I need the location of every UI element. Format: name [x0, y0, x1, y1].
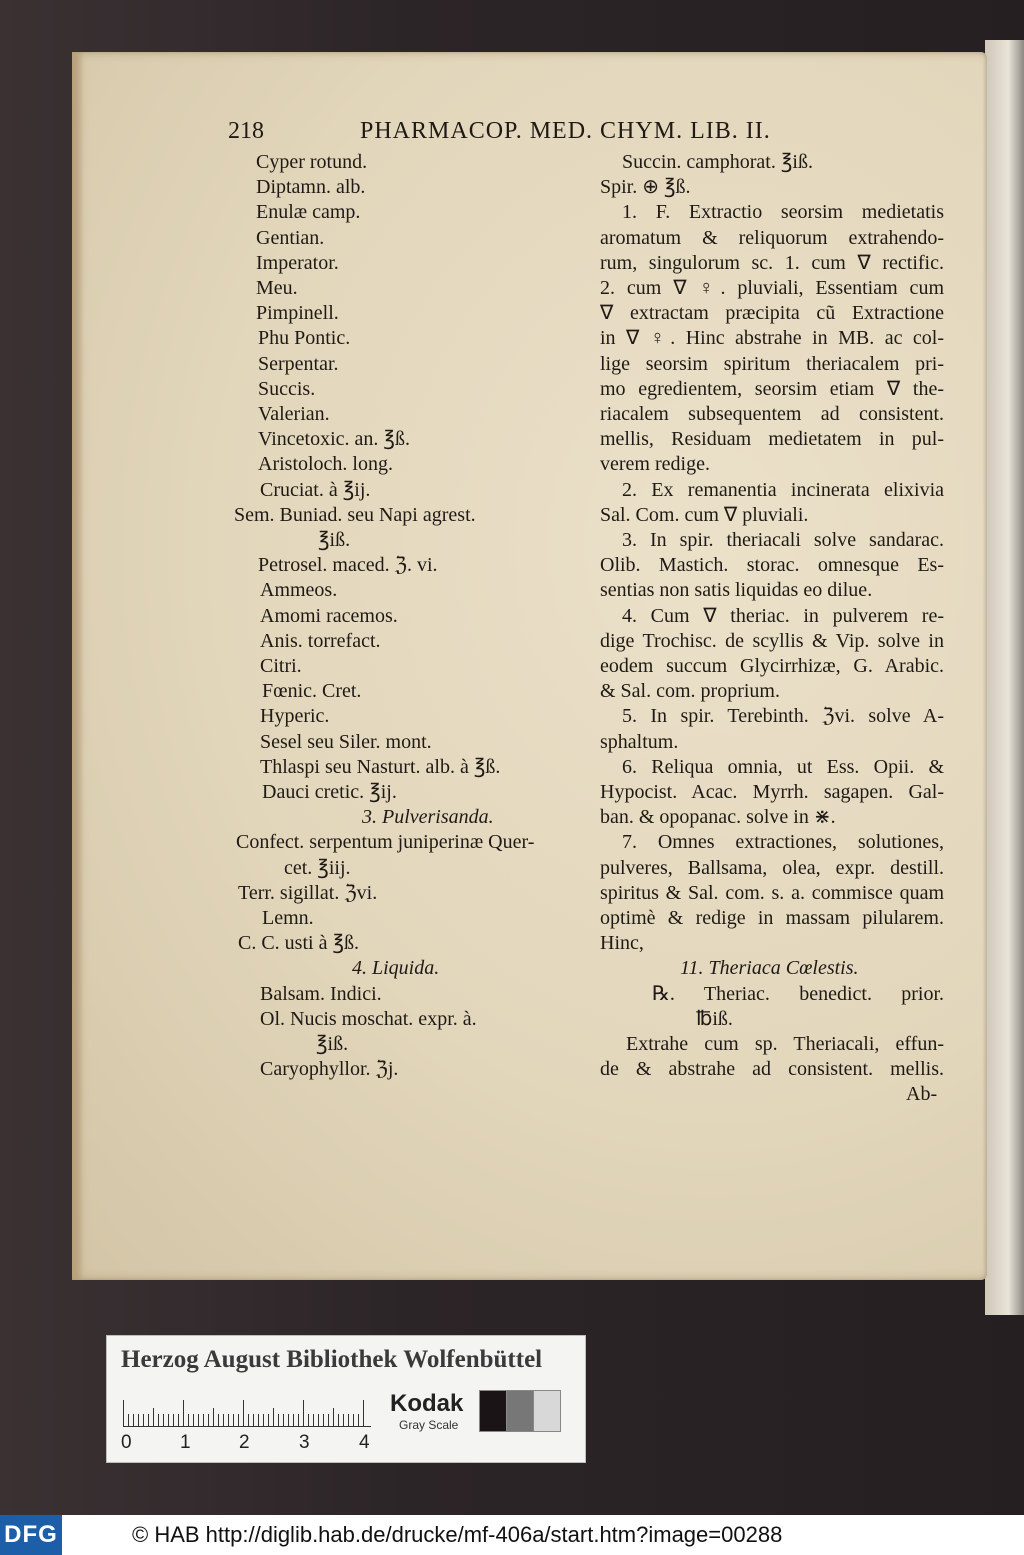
- ruler-tick: [163, 1414, 164, 1426]
- left-column-line: Terr. sigillat. ℨvi.: [238, 881, 378, 904]
- right-column-line: riacalem subsequentem ad consistent.: [600, 403, 944, 425]
- left-column-line: Thlaspi seu Nasturt. alb. à ℥ß.: [260, 755, 501, 778]
- ruler-tick: [278, 1414, 279, 1426]
- right-column-line: 11. Theriaca Cœlestis.: [680, 957, 859, 980]
- right-column-line: 2. Ex remanentia incinerata elixivia: [622, 478, 944, 501]
- ruler-tick: [363, 1400, 364, 1426]
- left-column-line: Ammeos.: [260, 579, 338, 602]
- left-column-line: C. C. usti à ℥ß.: [238, 932, 360, 955]
- left-column-line: Serpentar.: [258, 352, 339, 375]
- left-column-line: Anis. torrefact.: [260, 629, 381, 652]
- left-column-line: cet. ℥iij.: [284, 856, 351, 879]
- right-column-line: 2. cum ∇ ♀. pluviali, Essentiam cum: [600, 277, 944, 299]
- ruler-tick: [223, 1414, 224, 1426]
- right-column-line: dige Trochisc. de scyllis & Vip. solve in: [600, 629, 944, 652]
- ruler-tick: [178, 1414, 179, 1426]
- right-column-line: Succin. camphorat. ℥iß.: [622, 151, 813, 173]
- ruler-tick: [358, 1414, 359, 1426]
- ruler-tick: [208, 1414, 209, 1426]
- right-column-line: rum, singulorum sc. 1. cum ∇ rectific.: [600, 251, 944, 274]
- kodak-logo: Kodak: [390, 1390, 464, 1417]
- right-column-line: Hypocist. Acac. Myrrh. sagapen. Gal-: [600, 781, 944, 803]
- ruler-tick: [138, 1414, 139, 1426]
- ruler-tick: [258, 1414, 259, 1426]
- right-column-line: ∇ extractam præcipita cũ Extractione: [600, 302, 944, 325]
- left-column-line: Lemn.: [262, 907, 314, 929]
- left-column-line: Aristoloch. long.: [258, 453, 393, 476]
- ruler-tick: [168, 1414, 169, 1426]
- ruler-tick: [328, 1414, 329, 1426]
- right-column-line: de & abstrahe ad consistent. mellis.: [600, 1058, 944, 1081]
- right-column-line: aromatum & reliquorum extrahendo-: [600, 226, 944, 249]
- left-column-line: Amomi racemos.: [260, 604, 398, 627]
- right-column-line: in ∇ ♀. Hinc abstrahe in MB. ac col-: [600, 327, 944, 350]
- ruler-number: 2: [239, 1432, 250, 1453]
- ruler-tick: [333, 1408, 334, 1426]
- ruler-tick: [128, 1414, 129, 1426]
- right-column-line: & Sal. com. proprium.: [600, 680, 780, 703]
- next-page-edge: [985, 40, 1024, 1315]
- library-name: Herzog August Bibliothek Wolfenbüttel: [121, 1346, 543, 1373]
- page-gutter-shadow: [72, 52, 84, 1280]
- ruler-tick: [188, 1414, 189, 1426]
- right-column-line: 6. Reliqua omnia, ut Ess. Opii. &: [622, 755, 944, 778]
- ruler-tick: [253, 1414, 254, 1426]
- left-column-line: Confect. serpentum juniperinæ Quer-: [236, 831, 535, 854]
- ruler-tick: [143, 1414, 144, 1426]
- ruler-tick: [288, 1414, 289, 1426]
- right-column-line: Spir. ⊕ ℥ß.: [600, 176, 691, 199]
- right-column-line: Hinc,: [600, 932, 644, 955]
- right-column-line: ban. & opopanac. solve in ⋇.: [600, 806, 836, 829]
- left-column-line: Cruciat. à ℥ij.: [260, 478, 371, 501]
- gray-scale-label: Gray Scale: [399, 1418, 459, 1432]
- left-column-line: Citri.: [260, 655, 302, 677]
- ruler-tick: [318, 1414, 319, 1426]
- ruler-tick: [183, 1400, 184, 1426]
- gray-swatch-dark: [479, 1390, 507, 1432]
- ruler-number: 1: [180, 1432, 191, 1453]
- gray-swatch-light: [533, 1390, 561, 1432]
- right-column-line: sphaltum.: [600, 730, 679, 753]
- ruler-tick: [308, 1414, 309, 1426]
- ruler-tick: [123, 1400, 124, 1426]
- left-column-line: Imperator.: [256, 251, 339, 274]
- left-column-line: 4. Liquida.: [352, 957, 440, 980]
- right-column-line: 3. In spir. theriacali solve sandarac.: [622, 529, 944, 551]
- right-column-line: Olib. Mastich. storac. omnesque Es-: [600, 554, 944, 577]
- left-column-line: Sem. Buniad. seu Napi agrest.: [234, 503, 476, 526]
- ruler-tick: [233, 1414, 234, 1426]
- measurement-ruler: [123, 1396, 371, 1427]
- ruler-tick: [268, 1414, 269, 1426]
- right-column-line: Ab-: [906, 1083, 938, 1106]
- right-column-line: lige seorsim spiritum theriacalem pri-: [600, 352, 944, 375]
- ruler-tick: [238, 1414, 239, 1426]
- ruler-tick: [323, 1414, 324, 1426]
- left-column-line: Gentian.: [256, 226, 325, 249]
- right-column-line: 5. In spir. Terebinth. ℨvi. solve A-: [622, 705, 944, 728]
- left-column-line: ℥iß.: [316, 1033, 349, 1055]
- ruler-tick: [293, 1414, 294, 1426]
- ruler-tick: [213, 1408, 214, 1426]
- ruler-tick: [133, 1414, 134, 1426]
- right-column-line: ℔iß.: [696, 1007, 733, 1030]
- ruler-number: 3: [299, 1432, 310, 1453]
- right-column-line: ℞. Theriac. benedict. prior.: [652, 982, 944, 1005]
- ruler-tick: [313, 1414, 314, 1426]
- ruler-number: 4: [359, 1432, 370, 1453]
- dfg-logo: DFG: [0, 1515, 62, 1555]
- right-column-line: sentias non satis liquidas eo dilue.: [600, 579, 873, 602]
- ruler-tick: [243, 1400, 244, 1426]
- left-column-line: 3. Pulverisanda.: [362, 806, 494, 829]
- right-column-line: mellis, Residuam medietatem in pul-: [600, 428, 944, 451]
- ruler-tick: [343, 1414, 344, 1426]
- ruler-tick: [193, 1414, 194, 1426]
- running-title: PHARMACOP. MED. CHYM. LIB. II.: [360, 118, 771, 144]
- left-column-line: Dauci cretic. ℥ij.: [262, 781, 397, 803]
- right-column-line: verem redige.: [600, 453, 710, 476]
- ruler-tick: [248, 1414, 249, 1426]
- ruler-tick: [173, 1414, 174, 1426]
- right-column-line: Sal. Com. cum ∇ pluviali.: [600, 503, 809, 526]
- running-head: [228, 118, 828, 152]
- right-column-line: pulveres, Ballsama, olea, expr. destill.: [600, 856, 944, 879]
- right-column-line: 1. F. Extractio seorsim medietatis: [622, 201, 944, 224]
- left-column-line: Cyper rotund.: [256, 151, 368, 173]
- left-column-line: Valerian.: [258, 403, 330, 425]
- left-column-line: Diptamn. alb.: [256, 176, 366, 199]
- left-column-line: Caryophyllor. ℨj.: [260, 1058, 399, 1081]
- ruler-tick: [273, 1408, 274, 1426]
- ruler-number: 0: [121, 1432, 132, 1453]
- page-number: 218: [228, 118, 264, 144]
- left-column-line: Petrosel. maced. ℨ. vi.: [258, 554, 438, 577]
- left-column-line: Vincetoxic. an. ℥ß.: [258, 428, 410, 451]
- left-column-line: Hyperic.: [260, 705, 330, 728]
- left-column-line: Enulæ camp.: [256, 201, 361, 224]
- left-column-line: Phu Pontic.: [258, 327, 351, 350]
- right-column-line: 7. Omnes extractiones, solutiones,: [622, 831, 944, 854]
- color-target-card: [106, 1335, 586, 1463]
- copyright-url[interactable]: © HAB http://diglib.hab.de/drucke/mf-406a/start.htm?image=00288: [132, 1522, 783, 1547]
- ruler-tick: [148, 1414, 149, 1426]
- ruler-tick: [353, 1414, 354, 1426]
- right-column-line: mo egredientem, seorsim etiam ∇ the-: [600, 377, 944, 400]
- right-column-line: eodem succum Glycirrhizæ, G. Arabic.: [600, 655, 944, 677]
- left-column-line: Meu.: [256, 277, 298, 299]
- ruler-tick: [203, 1414, 204, 1426]
- ruler-tick: [338, 1414, 339, 1426]
- ruler-tick: [198, 1414, 199, 1426]
- gray-swatch-mid: [506, 1390, 534, 1432]
- footer-bar: [0, 1515, 1024, 1555]
- left-column-line: Sesel seu Siler. mont.: [260, 730, 432, 753]
- ruler-tick: [348, 1414, 349, 1426]
- ruler-tick: [228, 1414, 229, 1426]
- left-column-line: Fœnic. Cret.: [262, 680, 362, 703]
- ruler-tick: [283, 1414, 284, 1426]
- ruler-tick: [153, 1408, 154, 1426]
- left-column-line: Succis.: [258, 377, 316, 400]
- ruler-tick: [303, 1400, 304, 1426]
- left-column-line: Pimpinell.: [256, 302, 339, 325]
- ruler-tick: [263, 1414, 264, 1426]
- left-column-line: Ol. Nucis moschat. expr. à.: [260, 1007, 477, 1030]
- left-column-line: Balsam. Indici.: [260, 982, 382, 1005]
- right-column-line: Extrahe cum sp. Theriacali, effun-: [626, 1033, 944, 1055]
- ruler-tick: [298, 1414, 299, 1426]
- right-column-line: 4. Cum ∇ theriac. in pulverem re-: [622, 604, 944, 627]
- right-column-line: optimè & redige in massam pilularem.: [600, 907, 944, 929]
- ruler-tick: [218, 1414, 219, 1426]
- ruler-tick: [158, 1414, 159, 1426]
- right-column-line: spiritus & Sal. com. s. a. commisce quam: [600, 881, 944, 904]
- left-column-line: ℥iß.: [318, 529, 351, 551]
